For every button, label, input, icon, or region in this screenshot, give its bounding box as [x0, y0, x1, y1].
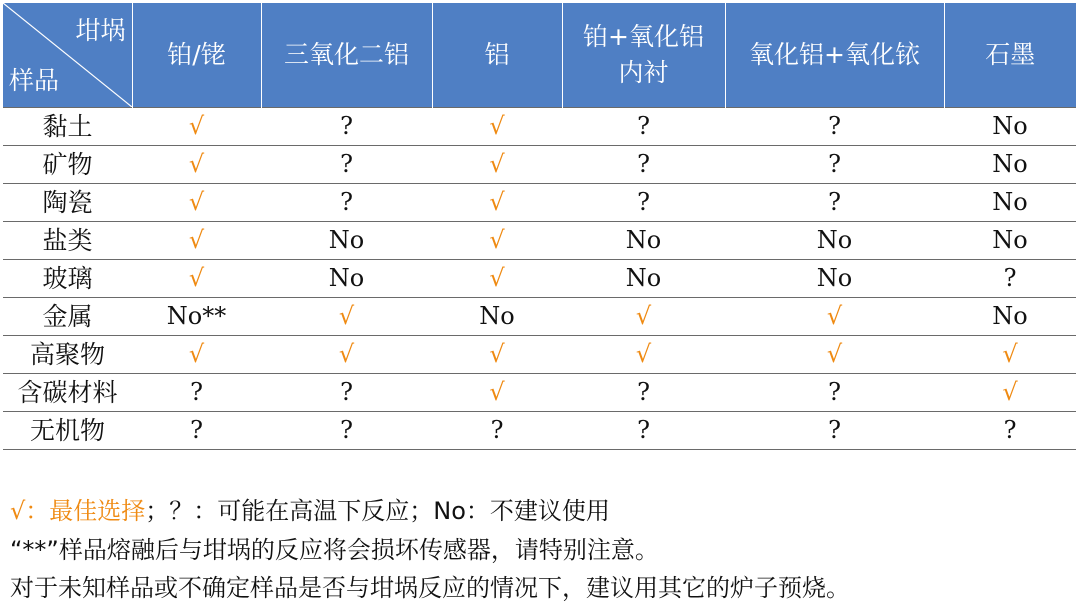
- compat-cell: √: [562, 336, 725, 374]
- compat-cell: √: [725, 336, 944, 374]
- compat-cell: ?: [725, 146, 944, 184]
- compat-cell: ?: [132, 412, 261, 450]
- table-row: [3, 298, 1076, 336]
- corner-label-sample: 样品: [9, 66, 60, 95]
- legend-other-symbols: ；？：可能在高温下反应；No：不建议使用: [145, 497, 610, 525]
- row-label: 无机物: [3, 412, 132, 450]
- compat-cell: ?: [261, 412, 432, 450]
- compat-cell: √: [132, 222, 261, 260]
- compat-cell: ?: [261, 374, 432, 412]
- crucible-compatibility-table: [3, 3, 1076, 450]
- column-header: 铂+氧化铝 内衬: [562, 3, 725, 108]
- compat-cell: ?: [944, 412, 1076, 450]
- column-header: 氧化铝+氧化铱: [725, 3, 944, 108]
- compat-cell: √: [432, 108, 562, 146]
- corner-header-cell: [3, 3, 132, 108]
- compat-cell: No: [562, 260, 725, 298]
- compat-cell: ?: [261, 146, 432, 184]
- compat-cell: √: [132, 336, 261, 374]
- compat-cell: No: [261, 260, 432, 298]
- table-row: [3, 222, 1076, 260]
- compat-cell: ?: [562, 108, 725, 146]
- compat-cell: √: [432, 260, 562, 298]
- compat-cell: ?: [432, 412, 562, 450]
- legend-best-choice: √：最佳选择: [10, 497, 146, 525]
- compat-cell: No: [725, 222, 944, 260]
- compat-cell: √: [725, 298, 944, 336]
- compat-cell: No: [725, 260, 944, 298]
- header-row: [3, 3, 1076, 108]
- row-label: 金属: [3, 298, 132, 336]
- legend-line-1: [10, 491, 610, 526]
- compat-cell: No: [944, 222, 1076, 260]
- compat-cell: No: [944, 298, 1076, 336]
- compat-cell: No: [944, 146, 1076, 184]
- column-header: 铂/铑: [132, 3, 261, 108]
- table-row: [3, 336, 1076, 374]
- compat-cell: √: [132, 146, 261, 184]
- column-header: 三氧化二铝: [261, 3, 432, 108]
- row-label: 高聚物: [3, 336, 132, 374]
- compat-cell: ?: [725, 412, 944, 450]
- compat-cell: ?: [261, 184, 432, 222]
- corner-label-crucible: 坩埚: [75, 16, 126, 45]
- compat-cell: No**: [132, 298, 261, 336]
- row-label: 黏土: [3, 108, 132, 146]
- compat-cell: ?: [132, 374, 261, 412]
- table-row: [3, 374, 1076, 412]
- row-label: 玻璃: [3, 260, 132, 298]
- compat-cell: ?: [562, 412, 725, 450]
- row-label: 陶瓷: [3, 184, 132, 222]
- column-header: 铝: [432, 3, 562, 108]
- table-row: [3, 260, 1076, 298]
- compat-cell: √: [261, 336, 432, 374]
- compat-cell: √: [432, 222, 562, 260]
- compat-cell: No: [261, 222, 432, 260]
- legend-line-3: 对于未知样品或不确定样品是否与坩埚反应的情况下，建议用其它的炉子预烧。: [10, 574, 850, 602]
- compat-cell: √: [432, 336, 562, 374]
- compat-cell: ?: [562, 146, 725, 184]
- compat-cell: √: [132, 184, 261, 222]
- compat-cell: ?: [725, 184, 944, 222]
- compat-cell: √: [132, 260, 261, 298]
- legend-line-2: “**”样品熔融后与坩埚的反应将会损坏传感器，请特别注意。: [10, 536, 659, 564]
- compat-cell: No: [944, 184, 1076, 222]
- compat-cell: ?: [725, 374, 944, 412]
- compat-cell: ?: [562, 184, 725, 222]
- compat-cell: ?: [261, 108, 432, 146]
- compat-cell: √: [432, 146, 562, 184]
- compat-cell: √: [261, 298, 432, 336]
- table-row: [3, 108, 1076, 146]
- compat-cell: √: [562, 298, 725, 336]
- row-label: 盐类: [3, 222, 132, 260]
- compat-cell: √: [944, 374, 1076, 412]
- table-row: [3, 146, 1076, 184]
- compat-cell: No: [562, 222, 725, 260]
- column-header: 石墨: [944, 3, 1076, 108]
- row-label: 含碳材料: [3, 374, 132, 412]
- row-label: 矿物: [3, 146, 132, 184]
- compat-cell: ?: [725, 108, 944, 146]
- compat-cell: ?: [944, 260, 1076, 298]
- compat-cell: √: [432, 184, 562, 222]
- compat-cell: √: [432, 374, 562, 412]
- compat-cell: No: [944, 108, 1076, 146]
- compat-cell: ?: [562, 374, 725, 412]
- table-row: [3, 412, 1076, 450]
- table-row: [3, 184, 1076, 222]
- compat-cell: No: [432, 298, 562, 336]
- compat-cell: √: [944, 336, 1076, 374]
- compat-cell: √: [132, 108, 261, 146]
